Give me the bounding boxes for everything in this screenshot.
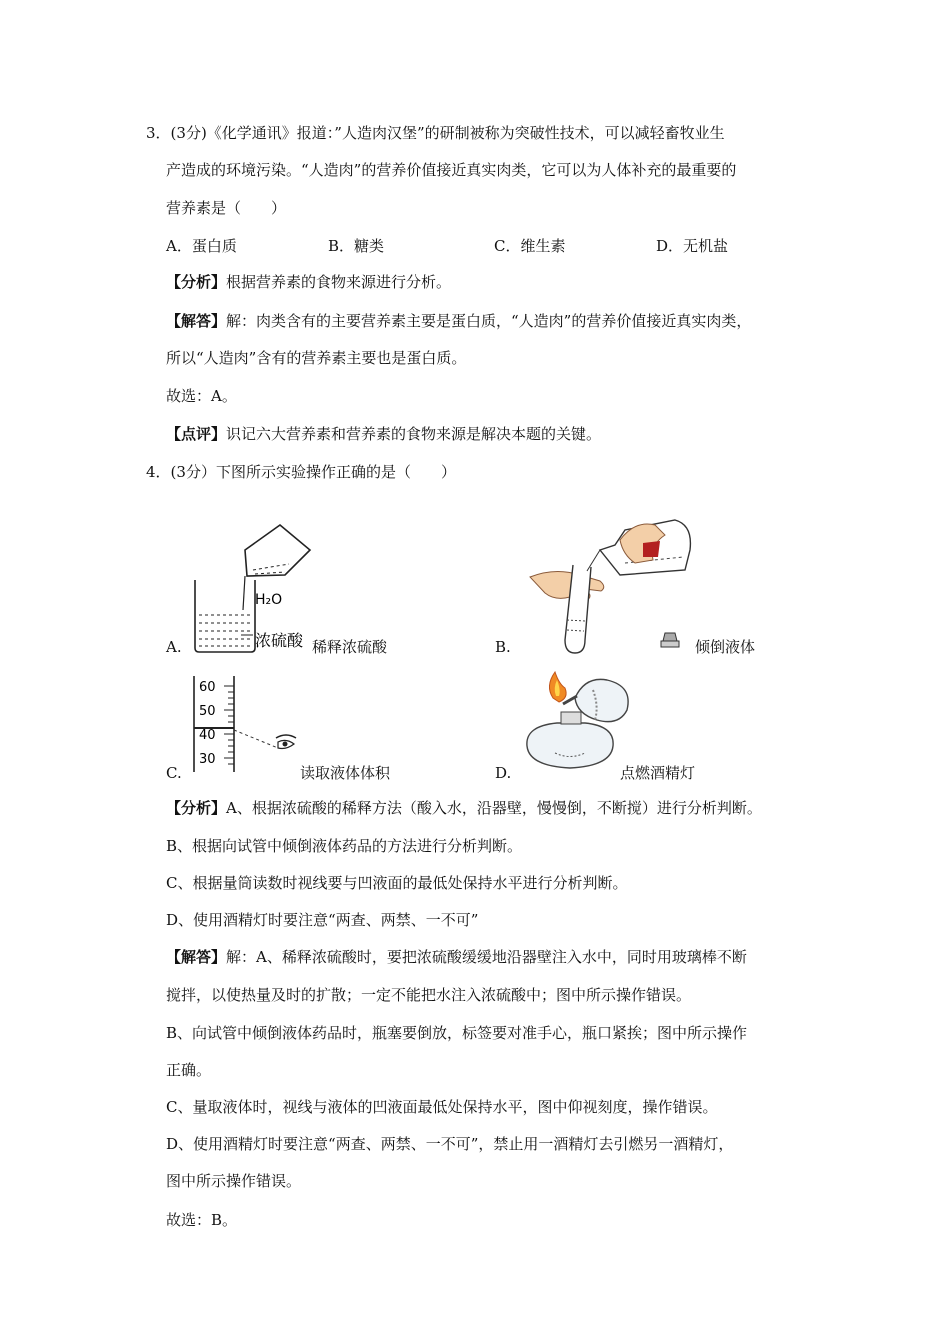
q4-stem: 4．(3分）下图所示实验操作正确的是（ ） (146, 463, 456, 481)
q3-stem-line-1: 3．(3分)《化学通讯》报道：”人造肉汉堡”的研制被称为突破性技术，可以减轻畜牧业生 (146, 124, 725, 142)
fig-d-letter: D. (495, 764, 512, 782)
fig-d-caption: 点燃酒精灯 (620, 764, 696, 782)
fig-c-tick-50: 50 (199, 704, 216, 719)
fig-c-read-volume (190, 672, 300, 777)
q3-comment: 【点评】识记六大营养素和营养素的食物来源是解决本题的关键。 (166, 425, 602, 443)
q4-analysis-line-3: C、根据量筒读数时视线要与凹液面的最低处保持水平进行分析判断。 (166, 874, 628, 892)
q4-answer-line-3: B、向试管中倾倒液体药品时，瓶塞要倒放，标签要对准手心，瓶口紧挨；图中所示操作 (166, 1024, 748, 1042)
fig-c-tick-30: 30 (199, 752, 216, 767)
q3-answer-line-2: 所以“人造肉”含有的营养素主要也是蛋白质。 (166, 349, 467, 367)
q3-stem-line-3: 营养素是（ ） (166, 199, 287, 217)
fig-a-dilute-acid (185, 520, 325, 655)
q4-answer-line-1: 【解答】解：A、稀释浓硫酸时，要把浓硫酸缓缓地沿器壁注入水中，同时用玻璃棒不断 (166, 948, 747, 966)
q4-analysis-line-4: D、使用酒精灯时要注意“两查、两禁、一不可” (166, 911, 479, 929)
fig-c-tick-40: 40 (199, 728, 216, 743)
q3-option-a: A．蛋白质 (166, 237, 237, 255)
q4-answer-line-4: 正确。 (166, 1061, 212, 1079)
q4-analysis-line-2: B、根据向试管中倾倒液体药品的方法进行分析判断。 (166, 837, 523, 855)
q4-answer-line-5: C、量取液体时，视线与液体的凹液面最低处保持水平，图中仰视刻度，操作错误。 (166, 1098, 718, 1116)
q3-stem-line-2: 产造成的环境污染。“人造肉”的营养价值接近真实肉类，它可以为人体补充的最重要的 (166, 161, 737, 179)
fig-b-letter: B. (495, 638, 511, 656)
q3-answer-line-1: 【解答】解：肉类含有的主要营养素主要是蛋白质，“人造肉”的营养价值接近真实肉类， (166, 312, 752, 330)
fig-a-caption: 稀释浓硫酸 (312, 638, 388, 656)
q4-answer-line-2: 搅拌，以使热量及时的扩散；一定不能把水注入浓硫酸中；图中所示操作错误。 (166, 986, 692, 1004)
q3-option-d: D．无机盐 (656, 237, 729, 255)
q4-choice: 故选：B。 (166, 1211, 238, 1229)
fig-c-tick-60: 60 (199, 680, 216, 695)
fig-b-pour-liquid (525, 505, 700, 665)
fig-b-caption: 倾倒液体 (695, 638, 756, 656)
q3-option-b: B．糖类 (328, 237, 385, 255)
q3-option-c: C．维生素 (494, 237, 566, 255)
fig-a-letter: A. (166, 638, 182, 656)
q3-choice: 故选：A。 (166, 387, 237, 405)
fig-a-acid-label: 浓硫酸 (255, 631, 304, 650)
fig-c-letter: C. (166, 764, 182, 782)
fig-a-h2o-label: H₂O (255, 592, 283, 608)
q4-answer-line-7: 图中所示操作错误。 (166, 1172, 302, 1190)
q3-analysis: 【分析】根据营养素的食物来源进行分析。 (166, 273, 452, 291)
q4-analysis-line-1: 【分析】A、根据浓硫酸的稀释方法（酸入水，沿器壁，慢慢倒，不断搅）进行分析判断。 (166, 799, 762, 817)
q4-answer-line-6: D、使用酒精灯时要注意“两查、两禁、一不可”，禁止用一酒精灯去引燃另一酒精灯， (166, 1135, 734, 1153)
fig-c-caption: 读取液体体积 (300, 764, 391, 782)
